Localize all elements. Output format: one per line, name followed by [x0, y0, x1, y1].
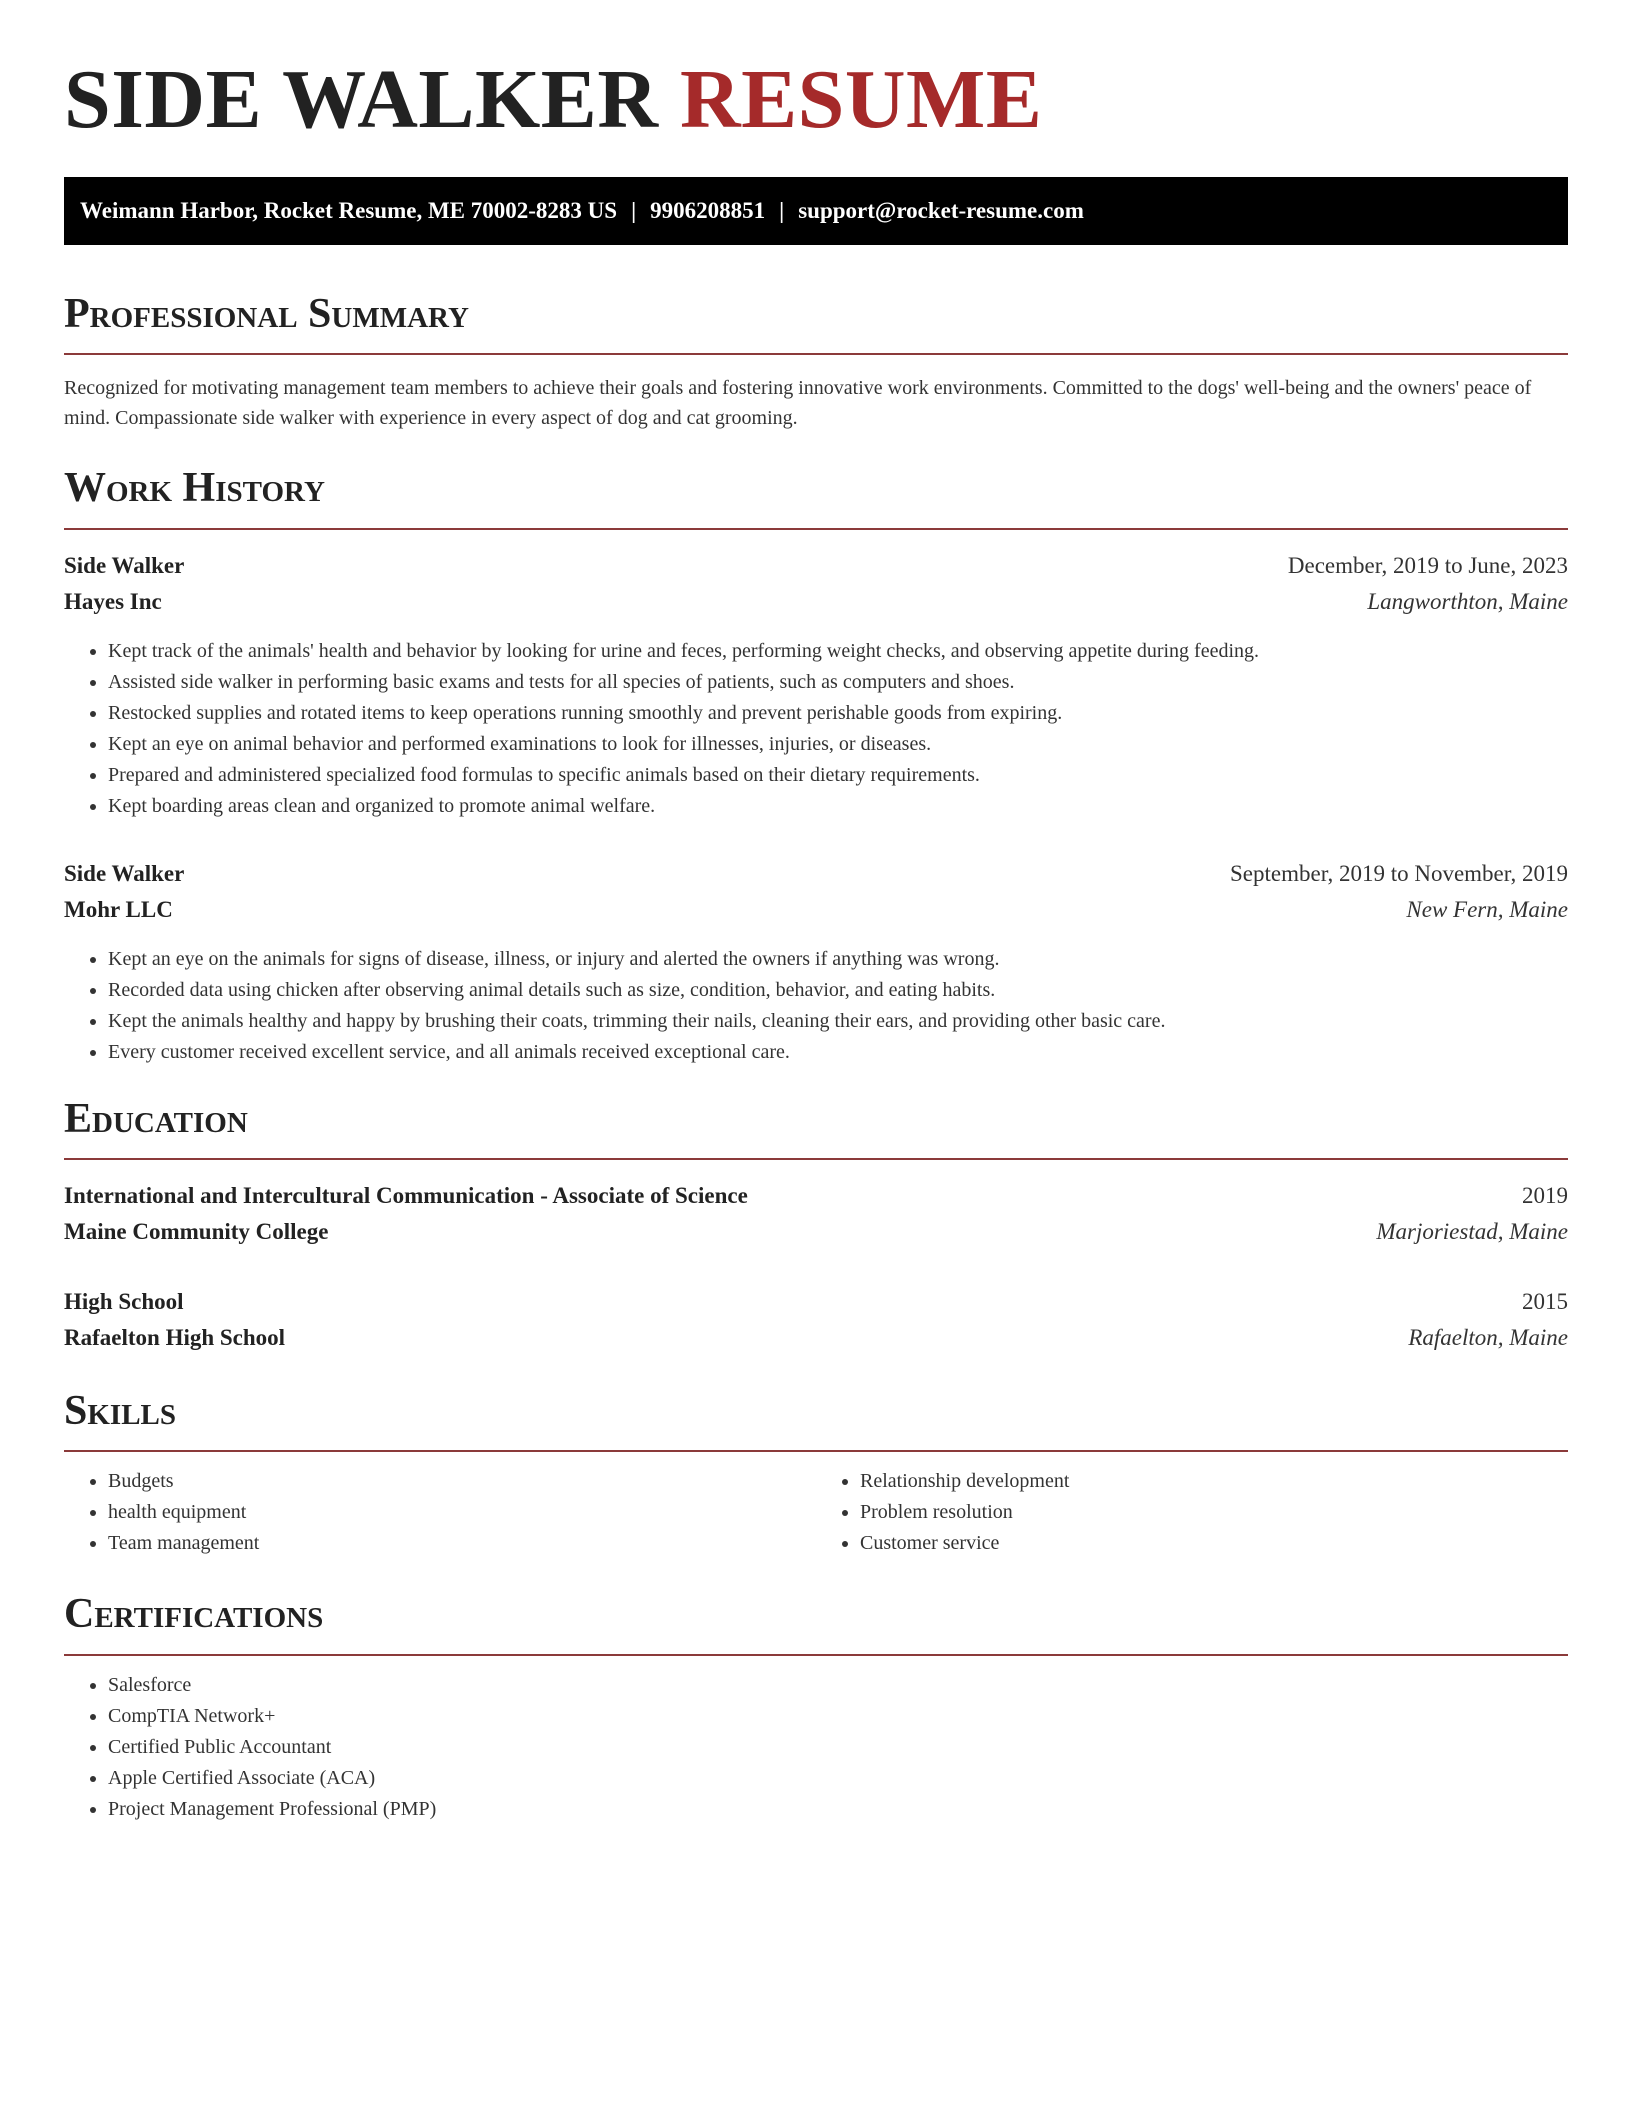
title-accent: RESUME — [679, 53, 1043, 146]
job-title: Side Walker — [64, 860, 185, 886]
degree-row — [64, 1284, 1568, 1320]
job-title-row — [64, 548, 1568, 584]
summary-text: Recognized for motivating management team members to achieve their goals and fostering innovative work environments. Committed to the dogs' well-being and the owners' peace of mind. Compassionate side walker with experience in every aspect of dog and cat grooming. — [64, 377, 1532, 430]
school-row — [64, 1214, 1568, 1250]
job-entry — [64, 548, 1568, 822]
job-duty: • Assisted side walker in performing basic exams and tests for all species of patients, such as computers and shoes. — [108, 667, 1568, 698]
job-duty: • Kept the animals healthy and happy by brushing their coats, trimming their nails, cleaning their ears, and providing other basic care. — [108, 1006, 1568, 1037]
contact-phone: 9906208851 — [650, 197, 766, 223]
job-title: Side Walker — [64, 552, 185, 578]
job-company: Hayes Inc — [64, 588, 162, 614]
school-name: Maine Community College — [64, 1218, 329, 1244]
job-company: Mohr LLC — [64, 896, 173, 922]
contact-address: Weimann Harbor, Rocket Resume, ME 70002-8283 US — [80, 197, 618, 223]
certifications-list — [64, 1670, 1568, 1825]
section-divider — [64, 1158, 1568, 1160]
job-duty: • Kept an eye on animal behavior and performed examinations to look for illnesses, injuries, or diseases. — [108, 729, 1568, 760]
contact-separator: | — [631, 197, 637, 223]
contact-bar — [64, 177, 1568, 245]
job-location: Langworthton, Maine — [1367, 588, 1568, 614]
certification-item: • Apple Certified Associate (ACA) — [108, 1763, 1568, 1794]
education-heading: Education — [64, 1095, 248, 1142]
resume-title — [64, 50, 1568, 151]
school-location: Rafaelton, Maine — [1408, 1324, 1568, 1350]
job-duties-list — [64, 636, 1568, 822]
job-dates: December, 2019 to June, 2023 — [1287, 552, 1568, 578]
job-duty: • Restocked supplies and rotated items to keep operations running smoothly and prevent perishable goods from expiring. — [108, 698, 1568, 729]
job-duty: • Prepared and administered specialized food formulas to specific animals based on their dietary requirements. — [108, 760, 1568, 791]
certification-item: • Salesforce — [108, 1670, 1568, 1701]
graduation-year: 2019 — [1522, 1182, 1568, 1208]
skills-section — [64, 1386, 1568, 1559]
summary-section — [64, 289, 1568, 433]
degree-row — [64, 1178, 1568, 1214]
skill-item: • Customer service — [860, 1528, 1568, 1559]
education-entry — [64, 1284, 1568, 1356]
job-duty: • Recorded data using chicken after observing animal details such as size, condition, behavior, and eating habits. — [108, 975, 1568, 1006]
certification-item: • Certified Public Accountant — [108, 1732, 1568, 1763]
skill-item: • Team management — [108, 1528, 816, 1559]
graduation-year: 2015 — [1522, 1288, 1568, 1314]
title-name: SIDE WALKER — [64, 53, 659, 146]
school-location: Marjoriestad, Maine — [1376, 1218, 1568, 1244]
section-divider — [64, 1654, 1568, 1656]
job-duty: • Every customer received excellent service, and all animals received exceptional care. — [108, 1037, 1568, 1068]
job-duty: • Kept track of the animals' health and behavior by looking for urine and feces, performing weight checks, and observing appetite during feeding. — [108, 636, 1568, 667]
job-entry — [64, 856, 1568, 1068]
skill-item: • health equipment — [108, 1497, 816, 1528]
job-location: New Fern, Maine — [1406, 896, 1568, 922]
job-company-row — [64, 584, 1568, 620]
education-section — [64, 1094, 1568, 1356]
school-row — [64, 1320, 1568, 1356]
education-entry — [64, 1178, 1568, 1250]
certifications-section — [64, 1589, 1568, 1824]
job-company-row — [64, 892, 1568, 928]
summary-heading: Professional Summary — [64, 290, 469, 337]
job-dates: September, 2019 to November, 2019 — [1230, 860, 1568, 886]
skills-grid — [64, 1466, 1568, 1559]
section-divider — [64, 528, 1568, 530]
certifications-heading: Certifications — [64, 1591, 324, 1638]
job-duties-list — [64, 944, 1568, 1068]
work-history-heading: Work History — [64, 465, 325, 512]
contact-separator: | — [779, 197, 785, 223]
certification-item: • CompTIA Network+ — [108, 1701, 1568, 1732]
job-duty: • Kept an eye on the animals for signs of disease, illness, or injury and alerted the owners if anything was wrong. — [108, 944, 1568, 975]
degree-name: High School — [64, 1288, 184, 1314]
degree-name: International and Intercultural Communication - Associate of Science — [64, 1182, 748, 1208]
job-duty: • Kept boarding areas clean and organized to promote animal welfare. — [108, 791, 1568, 822]
skill-item: • Relationship development — [860, 1466, 1568, 1497]
skill-item: • Problem resolution — [860, 1497, 1568, 1528]
section-divider — [64, 1450, 1568, 1452]
section-divider — [64, 353, 1568, 355]
work-history-section — [64, 463, 1568, 1067]
skills-heading: Skills — [64, 1387, 177, 1434]
contact-email: support@rocket-resume.com — [798, 197, 1084, 223]
skills-list-right — [816, 1466, 1568, 1559]
school-name: Rafaelton High School — [64, 1324, 286, 1350]
certification-item: • Project Management Professional (PMP) — [108, 1794, 1568, 1825]
skills-list-left — [64, 1466, 816, 1559]
job-title-row — [64, 856, 1568, 892]
skill-item: • Budgets — [108, 1466, 816, 1497]
